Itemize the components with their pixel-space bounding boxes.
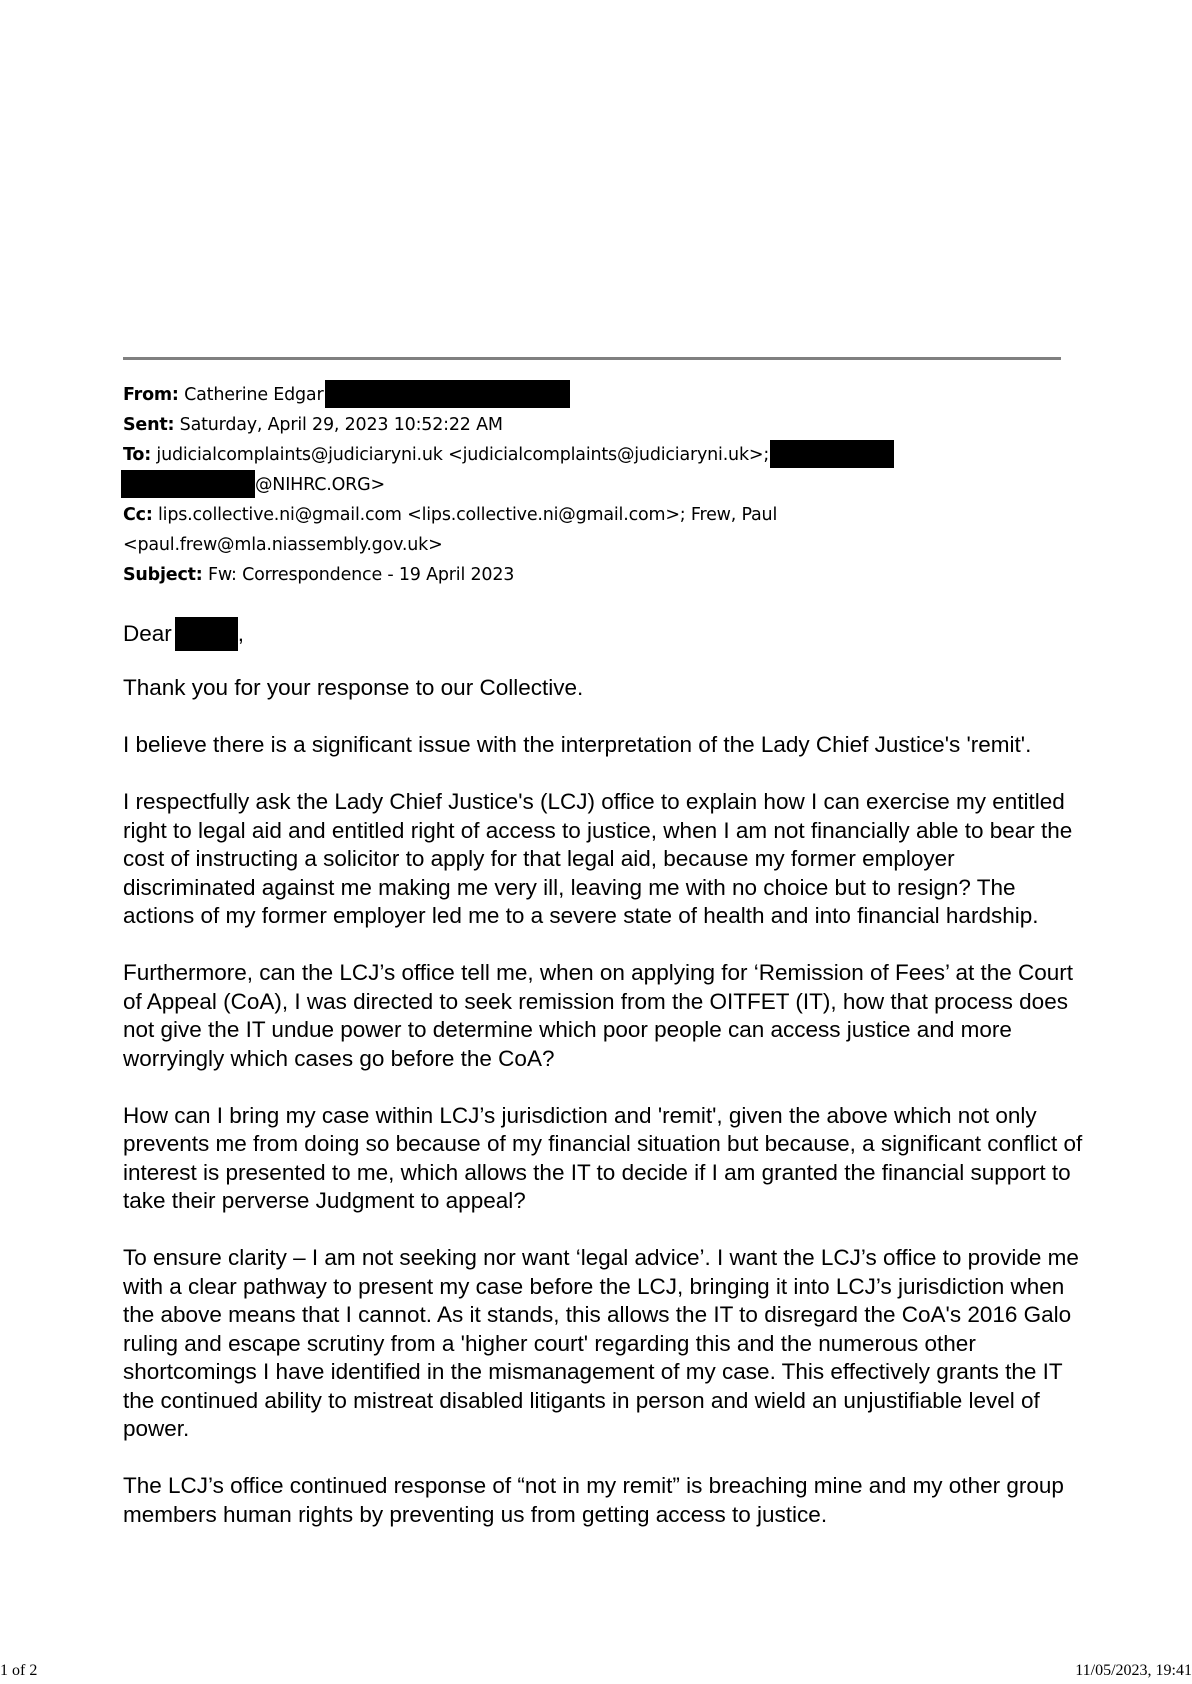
paragraph-legal-aid: I respectfully ask the Lady Chief Justice's (LCJ) office to explain how I can exercise my entitled right to legal aid and entitled right of access to justice, when I am not financially able to bear the cost of instructing a solicitor to apply for that legal aid, because my former employer discriminated against me making me very ill, leaving me with no choice but to resign? The actions of my former employer led me to a severe state of health and into financial hardship. <box>123 789 1073 928</box>
to-label: To: <box>123 445 152 465</box>
subject-line <box>123 560 1063 590</box>
cc-value: lips.collective.ni@gmail.com <lips.collective.ni@gmail.com>; Frew, Paul <box>158 505 778 525</box>
cc-label: Cc: <box>123 505 153 525</box>
from-label: From: <box>123 385 179 405</box>
paragraph-thanks: Thank you for your response to our Collective. <box>123 675 584 700</box>
redaction-recipient-name <box>175 617 238 651</box>
sent-value: Saturday, April 29, 2023 10:52:22 AM <box>179 415 503 435</box>
from-value: Catherine Edgar <box>184 385 324 405</box>
cc-line <box>123 500 1063 530</box>
header-divider <box>123 357 1061 360</box>
paragraph-remit-issue: I believe there is a significant issue with the interpretation of the Lady Chief Justice's 'remit'. <box>123 732 1032 757</box>
salutation <box>123 617 1083 651</box>
cc-value-continued: <paul.frew@mla.niassembly.gov.uk> <box>123 535 443 555</box>
salutation-text: Dear <box>123 621 172 646</box>
salutation-comma: , <box>237 621 245 646</box>
sent-line <box>123 410 1063 440</box>
to-line-continued <box>123 470 1063 500</box>
sent-label: Sent: <box>123 415 175 435</box>
redaction-to-2 <box>121 470 255 498</box>
redaction-from <box>325 380 570 408</box>
paragraph-jurisdiction: How can I bring my case within LCJ’s jurisdiction and 'remit', given the above which not only prevents me from doing so because of my financial situation but because, a significant conflict of interest is presented to me, which allows the IT to decide if I am granted the financial support to take their perverse Judgment to appeal? <box>123 1102 1083 1213</box>
from-line <box>123 380 1063 410</box>
email-body <box>123 617 1083 1558</box>
to-value: judicialcomplaints@judiciaryni.uk <judicialcomplaints@judiciaryni.uk>; <box>156 445 770 465</box>
subject-value: Fw: Correspondence - 19 April 2023 <box>207 565 515 585</box>
to-line <box>123 440 1063 470</box>
redaction-to-1 <box>770 440 894 468</box>
email-header <box>123 380 1063 590</box>
paragraph-clarity: To ensure clarity – I am not seeking nor want ‘legal advice’. I want the LCJ’s office to provide me with a clear pathway to present my case before the LCJ, bringing it into LCJ’s jurisdiction when the above means that I cannot. As it stands, this allows the IT to disregard the CoA's 2016 Galo ruling and escape scrutiny from a 'higher court' regarding this and the numerous other shortcomings I have identified in the mismanagement of my case. This effectively grants the IT the continued ability to mistreat disabled litigants in person and wield an unjustifiable level of power. <box>123 1245 1079 1441</box>
cc-line-continued <box>123 530 1063 560</box>
print-timestamp: 11/05/2023, 19:41 <box>1075 1662 1192 1679</box>
page-number: 1 of 2 <box>0 1662 38 1679</box>
paragraph-human-rights: The LCJ’s office continued response of “not in my remit” is breaching mine and my other group members human rights by preventing us from getting access to justice. <box>123 1473 1064 1527</box>
paragraph-remission-of-fees: Furthermore, can the LCJ’s office tell me, when on applying for ‘Remission of Fees’ at the Court of Appeal (CoA), I was directed to seek remission from the OITFET (IT), how that process does not give the IT undue power to determine which poor people can access justice and more worryingly which cases go before the CoA? <box>123 960 1074 1071</box>
subject-label: Subject: <box>123 565 203 585</box>
to-value-continued: @NIHRC.ORG> <box>255 475 385 495</box>
